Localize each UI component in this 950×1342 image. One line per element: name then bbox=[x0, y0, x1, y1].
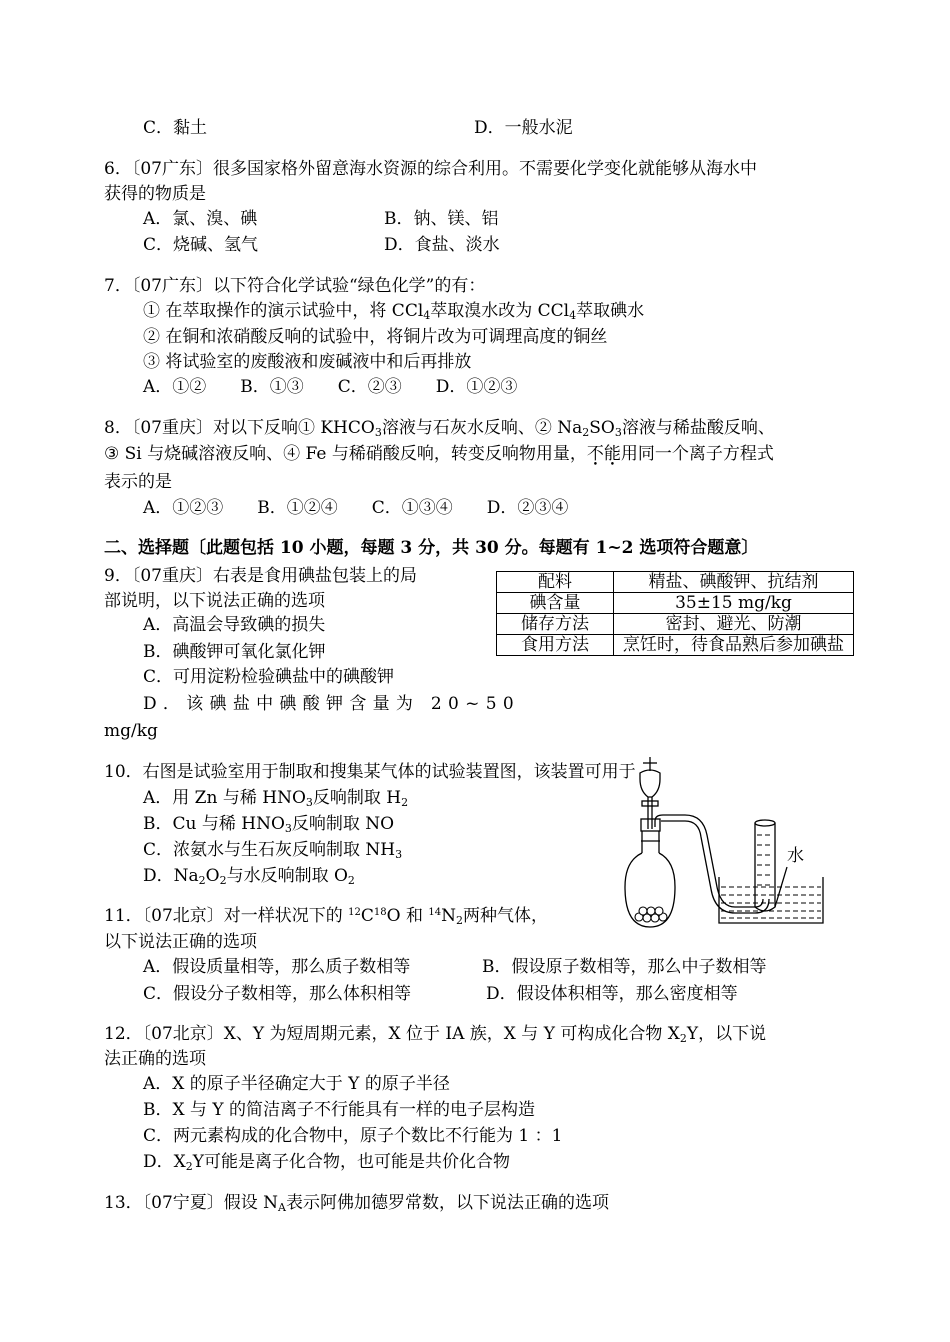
q5-option-d: D．一般水泥 bbox=[474, 118, 573, 138]
q10-option-b: B．Cu 与稀 $HNO_3$反响制取 NO bbox=[143, 814, 395, 835]
q11-option-c: C．假设分子数相等，那么体积相等 bbox=[143, 984, 412, 1004]
q11-stem-line1: 11．〔07北京〕对一样状况下的 $^{12}C^{18}O$ 和 $^{14}N_2$两种气体， bbox=[104, 906, 549, 927]
q11-option-a: A．假设质量相等，那么质子数相等 bbox=[143, 957, 411, 977]
q12-option-d: D．$X_2Y$可能是离子化合物，也可能是共价化合物 bbox=[143, 1152, 510, 1173]
table-row: 碘含量 35±15 mg/kg bbox=[497, 593, 854, 614]
q7-stem: 7．〔07广东〕以下符合化学试验“绿色化学”的有： bbox=[104, 276, 486, 296]
q6-stem-line2: 获得的物质是 bbox=[104, 184, 206, 204]
q8-stem-line3: 表示的是 bbox=[104, 472, 172, 492]
q11-stem-line2: 以下说法正确的选项 bbox=[104, 932, 257, 952]
q6-option-b: B．钠、镁、铝 bbox=[384, 209, 499, 229]
table-row: 配料 精盐、碘酸钾、抗结剂 bbox=[497, 572, 854, 593]
q9-option-d-cont: mg/kg bbox=[104, 721, 158, 741]
q8-options: A．①②③ B．①②④ C．①③④ D．②③④ bbox=[143, 498, 569, 518]
q6-option-a: A．氯、溴、碘 bbox=[143, 209, 258, 229]
emphasis-not: 不 bbox=[586, 444, 604, 464]
q7-item-3: ③ 将试验室的废酸液和废碱液中和后再排放 bbox=[143, 352, 472, 372]
q9-stem-line1: 9．〔07重庆〕右表是食用碘盐包装上的局 bbox=[104, 566, 417, 586]
section-2-heading: 二、选择题〔此题包括 10 小题，每题 3 分，共 30 分。每题有 1~2 选项符合题意〕 bbox=[104, 538, 759, 558]
iodized-salt-table bbox=[496, 571, 854, 656]
q6-option-d: D．食盐、淡水 bbox=[384, 235, 500, 255]
q11-option-d: D．假设体积相等，那么密度相等 bbox=[486, 984, 738, 1004]
gas-apparatus-diagram bbox=[615, 757, 825, 937]
q13-stem: 13．〔07宁夏〕假设 $N_A$表示阿佛加德罗常数，以下说法正确的选项 bbox=[104, 1193, 609, 1214]
table-row: 储存方法 密封、避光、防潮 bbox=[497, 614, 854, 635]
q7-item-2: ② 在铜和浓硝酸反响的试验中，将铜片改为可调理高度的铜丝 bbox=[143, 327, 608, 347]
q12-option-b: B．X 与 Y 的简洁离子不行能具有一样的电子层构造 bbox=[143, 1100, 536, 1120]
q11-option-b: B．假设原子数相等，那么中子数相等 bbox=[482, 957, 767, 977]
q6-option-c: C．烧碱、氢气 bbox=[143, 235, 259, 255]
q10-option-c: C．浓氨水与生石灰反响制取 $NH_3$ bbox=[143, 840, 403, 861]
q7-item-1: ① 在萃取操作的演示试验中，将 CCl$_4$萃取溴水改为 CCl$_4$萃取碘水 bbox=[143, 301, 645, 322]
q12-stem-line1: 12．〔07北京〕X、Y 为短周期元素，X 位于 IA 族，X 与 Y 可构成化合物 $X_2Y$，以下说 bbox=[104, 1024, 767, 1045]
q12-option-a: A．X 的原子半径确定大于 Y 的原子半径 bbox=[143, 1074, 450, 1094]
q12-stem-line2: 法正确的选项 bbox=[104, 1049, 206, 1069]
q9-option-d: D．该碘盐中碘酸钾含量为 20~50 bbox=[143, 694, 520, 714]
table-row: 食用方法 烹饪时，待食品熟后参加碘盐 bbox=[497, 635, 854, 656]
q12-option-c: C．两元素构成的化合物中，原子个数比不行能为 1 ：1 bbox=[143, 1126, 563, 1146]
q9-option-c: C．可用淀粉检验碘盐中的碘酸钾 bbox=[143, 667, 395, 687]
q7-options: A．①② B．①③ C．②③ D．①②③ bbox=[143, 377, 518, 397]
q9-stem-line2: 部说明，以下说法正确的选项 bbox=[104, 591, 325, 611]
q6-stem-line1: 6．〔07广东〕很多国家格外留意海水资源的综合利用。不需要化学变化就能够从海水中 bbox=[104, 159, 757, 179]
q10-stem: 10．右图是试验室用于制取和搜集某气体的试验装置图，该装置可用于 bbox=[104, 762, 636, 782]
emphasis-can: 能 bbox=[603, 444, 621, 464]
q9-option-a: A．高温会导致碘的损失 bbox=[143, 615, 326, 635]
q9-option-b: B．碘酸钾可氧化氯化钾 bbox=[143, 642, 326, 662]
q5-option-c: C．黏土 bbox=[143, 118, 208, 138]
q8-stem-line1: 8．〔07重庆〕对以下反响① $KHCO_3$溶液与石灰水反响、② $Na_2SO_3$溶液与稀盐酸反响、 bbox=[104, 418, 775, 439]
water-label: 水 bbox=[787, 846, 804, 866]
q10-option-a: A．用 Zn 与稀 $HNO_3$反响制取 $H_2$ bbox=[143, 788, 409, 809]
q10-option-d: D．$Na_2O_2$与水反响制取 $O_2$ bbox=[143, 866, 355, 887]
q8-stem-line2: ③ Si 与烧碱溶液反响、④ Fe 与稀硝酸反响，转变反响物用量，不能用同一个离子方程式 bbox=[104, 444, 774, 464]
